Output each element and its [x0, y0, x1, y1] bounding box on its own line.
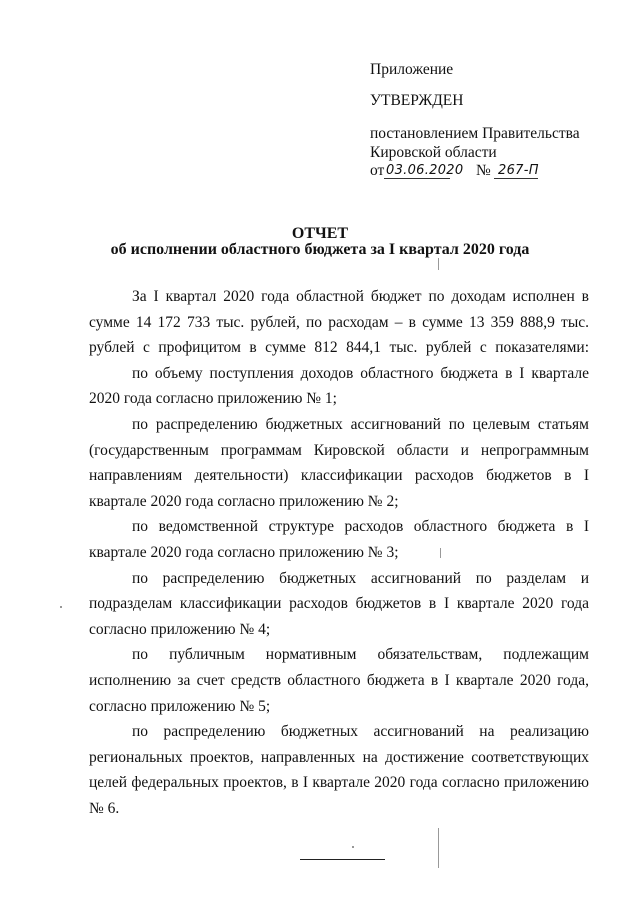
approved-by-line1: постановлением Правительства	[370, 125, 580, 142]
end-separator-line	[300, 859, 385, 860]
body-paragraph-appendix-1: по объему поступления доходов областного бюджета в I квартале 2020 года согласно приложению № 1;	[89, 364, 589, 408]
number-prefix: №	[476, 162, 491, 179]
handwritten-number: 267-П	[498, 163, 539, 178]
scan-mark	[438, 828, 439, 868]
report-title: ОТЧЕТ	[291, 225, 349, 242]
body-paragraph-appendix-6: по распределению бюджетных ассигнований на реализацию региональных проектов, направленных на достижение соответствующих целей федеральных проектов, в I квартале 2020 года согласно приложению № 6.	[89, 723, 589, 817]
body-paragraph-intro: За I квартал 2020 года областной бюджет по доходам исполнен в сумме 14 172 733 тыс. рублей, по расходам – в сумме 13 359 888,9 тыс. рублей с профицитом в сумме 812 844,1 тыс. рублей с показателями:	[89, 288, 589, 357]
handwritten-date: 03.06.2020	[386, 163, 464, 178]
scan-mark	[438, 258, 439, 270]
report-subtitle: об исполнении областного бюджета за I квартал 2020 года	[110, 241, 530, 258]
number-underline	[494, 178, 538, 179]
appendix-label: Приложение	[370, 61, 454, 78]
report-body	[89, 284, 589, 821]
date-prefix: от	[370, 162, 385, 179]
approved-by-line2: Кировской области	[370, 144, 497, 161]
scan-dot	[60, 606, 62, 608]
body-paragraph-appendix-5: по публичным нормативным обязательствам, подлежащим исполнению за счет средств областного бюджета в I квартале 2020 года, согласно приложению № 5;	[89, 646, 589, 715]
date-underline	[384, 178, 450, 179]
scan-dot	[352, 846, 354, 848]
body-paragraph-appendix-4: по распределению бюджетных ассигнований по разделам и подразделам классификации расходов бюджетов в I квартале 2020 года согласно приложению № 4;	[89, 569, 589, 638]
body-paragraph-appendix-2: по распределению бюджетных ассигнований по целевым статьям (государственным программам Кировской области и непрограммным направлениям деятельности) классификации расходов бюджетов в I квартале 2020 года согласно приложению № 2;	[89, 415, 589, 510]
approved-label: УТВЕРЖДЕН	[370, 92, 464, 109]
scan-mark	[440, 548, 441, 558]
body-paragraph-appendix-3: по ведомственной структуре расходов областного бюджета в I квартале 2020 года согласно приложению № 3;	[89, 518, 589, 561]
